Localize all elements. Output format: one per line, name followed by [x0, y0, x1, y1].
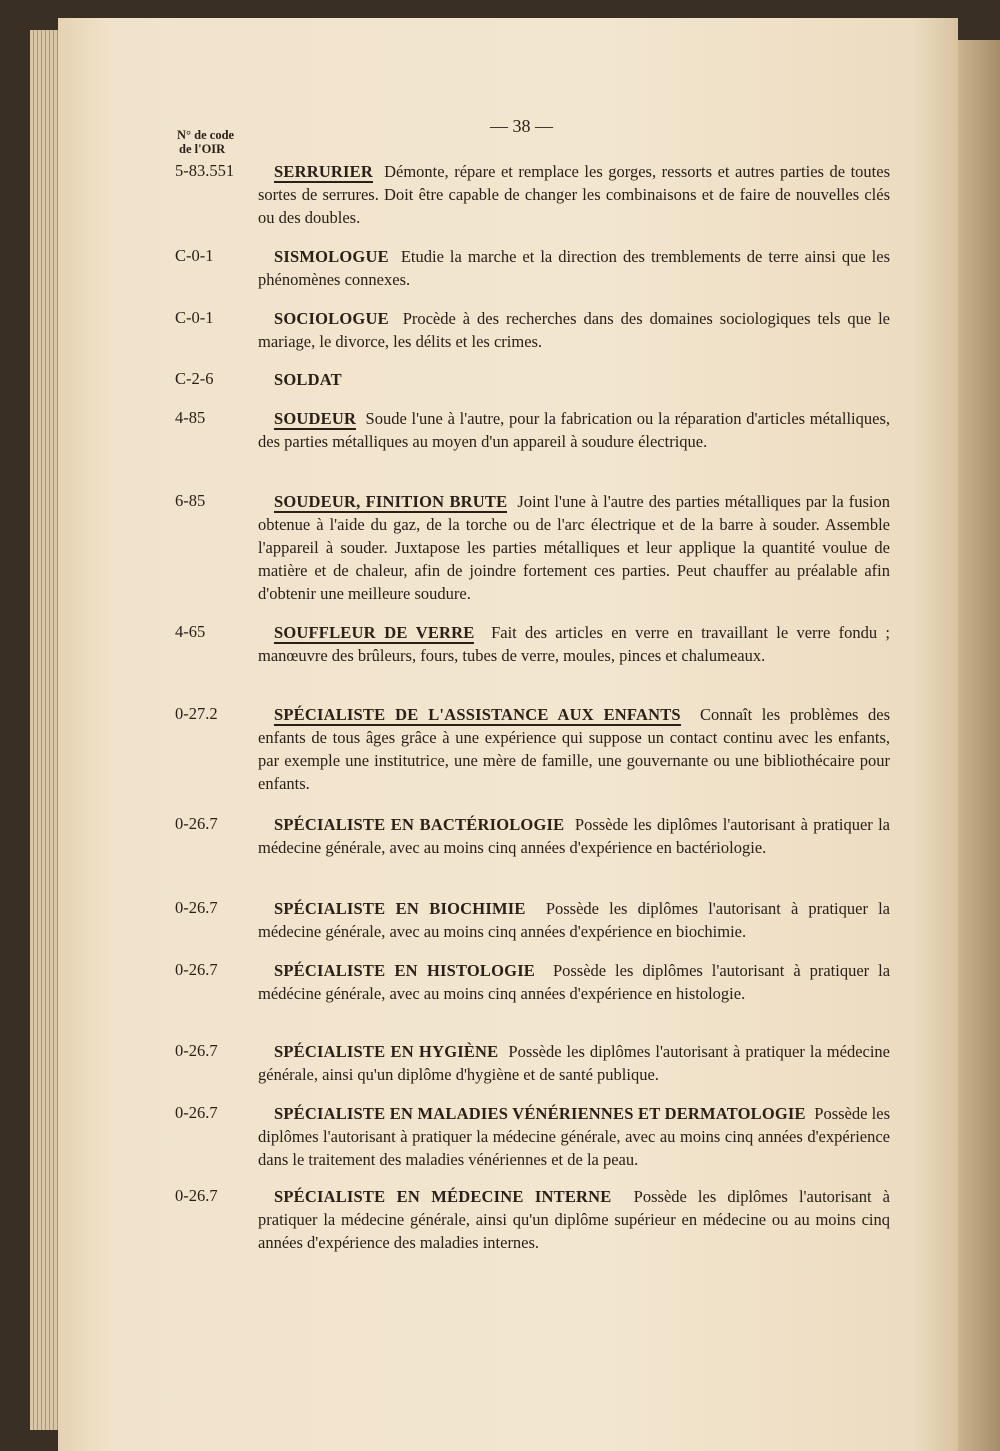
entry-title: SOCIOLOGUE [274, 309, 389, 328]
entry-title: SOUFFLEUR DE VERRE [274, 623, 475, 642]
entry-code: 6-85 [175, 491, 206, 510]
entry [258, 1102, 890, 1171]
entry [258, 621, 890, 667]
entry-description: Possède les diplômes l'autorisant à pratiquer la médecine générale, avec au moins cinq années d'expérience en bactériologie. [258, 815, 890, 857]
entry-title: SOUDEUR, FINITION BRUTE [274, 492, 508, 511]
entry-title: SPÉCIALISTE EN BIOCHIMIE [274, 899, 526, 918]
page-number: — 38 — [490, 116, 553, 136]
entry-title: SPÉCIALISTE EN HYGIÈNE [274, 1042, 499, 1061]
entry-description: Possède les diplômes l'autorisant à pratiquer la médécine générale, avec au moins cinq années d'expérience en histologie. [258, 961, 891, 1003]
entry-code: C-0-1 [175, 308, 214, 327]
entry [258, 368, 890, 391]
entry-code: 0-26.7 [175, 960, 218, 979]
entry-title: SPÉCIALISTE DE L'ASSISTANCE AUX ENFANTS [274, 705, 681, 724]
column-header-line: de l'OIR [179, 142, 226, 156]
entry-description: Connaît les problèmes des enfants de tous âges grâce à une expérience qui suppose un contact continu avec les enfants, par exemple une institutrice, une mère de famille, une gouvernante ou une bibliothécaire pour enfants. [258, 705, 891, 793]
entry-description: Soude l'une à l'autre, pour la fabrication ou la réparation d'articles métalliques, des parties métalliques au moyen d'un appareil à soudure électrique. [258, 409, 890, 451]
entry-title: SPÉCIALISTE EN MÉDECINE INTERNE [274, 1187, 612, 1206]
entry [258, 703, 890, 795]
entry-description: Possède les diplômes l'autorisant à pratiquer la médecine générale, avec au moins cinq années d'expérience en biochimie. [258, 899, 891, 941]
entry-title: SISMOLOGUE [274, 247, 389, 266]
entry [258, 307, 890, 353]
entry-code: 5-83.551 [175, 161, 235, 180]
entry-title: SOLDAT [274, 370, 342, 389]
entry-title: SPÉCIALISTE EN MALADIES VÉNÉRIENNES ET DERMATOLOGIE [274, 1104, 806, 1123]
entry-code: 0-26.7 [175, 898, 218, 917]
entry-description: Joint l'une à l'autre des parties métalliques par la fusion obtenue à l'aide du gaz, de la torche ou de l'arc électrique et de la barre à souder. Assemble l'appareil à souder. Juxtapose les parties métalliques et leur applique la quantité voulue de matière et de chaleur, afin de joindre fortement ces parties. Peut chauffer au préalable afin d'obtenir une meilleure soudure. [258, 492, 891, 603]
entry [258, 407, 890, 453]
entry-code: 0-26.7 [175, 1041, 218, 1060]
entry-title: SPÉCIALISTE EN HISTOLOGIE [274, 961, 536, 980]
entry [258, 959, 890, 1005]
entry-description: Etudie la marche et la direction des tremblements de terre ainsi que les phénomènes connexes. [258, 247, 890, 289]
entry-description: Possède les diplômes l'autorisant à pratiquer la médecine générale, ainsi qu'un diplôme supérieur en médecine ou au moins cinq années d'expérience des maladies internes. [258, 1187, 890, 1252]
entry-description: Fait des articles en verre en travaillant le verre fondu ; manœuvre des brûleurs, fours, tubes de verre, moules, pinces et chalumeaux. [258, 623, 890, 665]
entry-description: Démonte, répare et remplace les gorges, ressorts et autres parties de toutes sortes de serrures. Doit être capable de changer les combinaisons et de faire de nouvelles clés ou des doubles. [258, 162, 890, 227]
entry-code: C-0-1 [175, 246, 214, 265]
entry [258, 160, 890, 229]
entry-code: 4-65 [175, 622, 206, 641]
entry-code: 4-85 [175, 408, 206, 427]
entry-code: C-2-6 [175, 369, 214, 388]
entry-code: 0-26.7 [175, 1103, 218, 1122]
entry [258, 245, 890, 291]
entry [258, 1185, 890, 1254]
entry-title: SPÉCIALISTE EN BACTÉRIOLOGIE [274, 815, 565, 834]
entry [258, 813, 890, 859]
entry-title: SOUDEUR [274, 409, 357, 428]
entry-description: Procède à des recherches dans des domaines sociologiques tels que le mariage, le divorce, les délits et les crimes. [258, 309, 891, 351]
entry-title: SERRURIER [274, 162, 373, 181]
column-header [177, 128, 234, 156]
entry-description: Possède les diplômes l'autorisant à pratiquer la médecine générale, ainsi qu'un diplôme d'hygiène et de santé publique. [258, 1042, 890, 1084]
entry [258, 897, 890, 943]
entry [258, 1040, 890, 1086]
column-header-line: N° de code [177, 128, 235, 142]
entry [258, 490, 890, 605]
entry-code: 0-26.7 [175, 1186, 218, 1205]
entry-code: 0-27.2 [175, 704, 218, 723]
entry-description: Possède les diplômes l'autorisant à pratiquer la médecine générale, avec au moins cinq années d'expérience dans le traitement des maladies vénériennes et de la peau. [258, 1104, 891, 1169]
entry-code: 0-26.7 [175, 814, 218, 833]
facing-page-edge [958, 40, 1000, 1451]
